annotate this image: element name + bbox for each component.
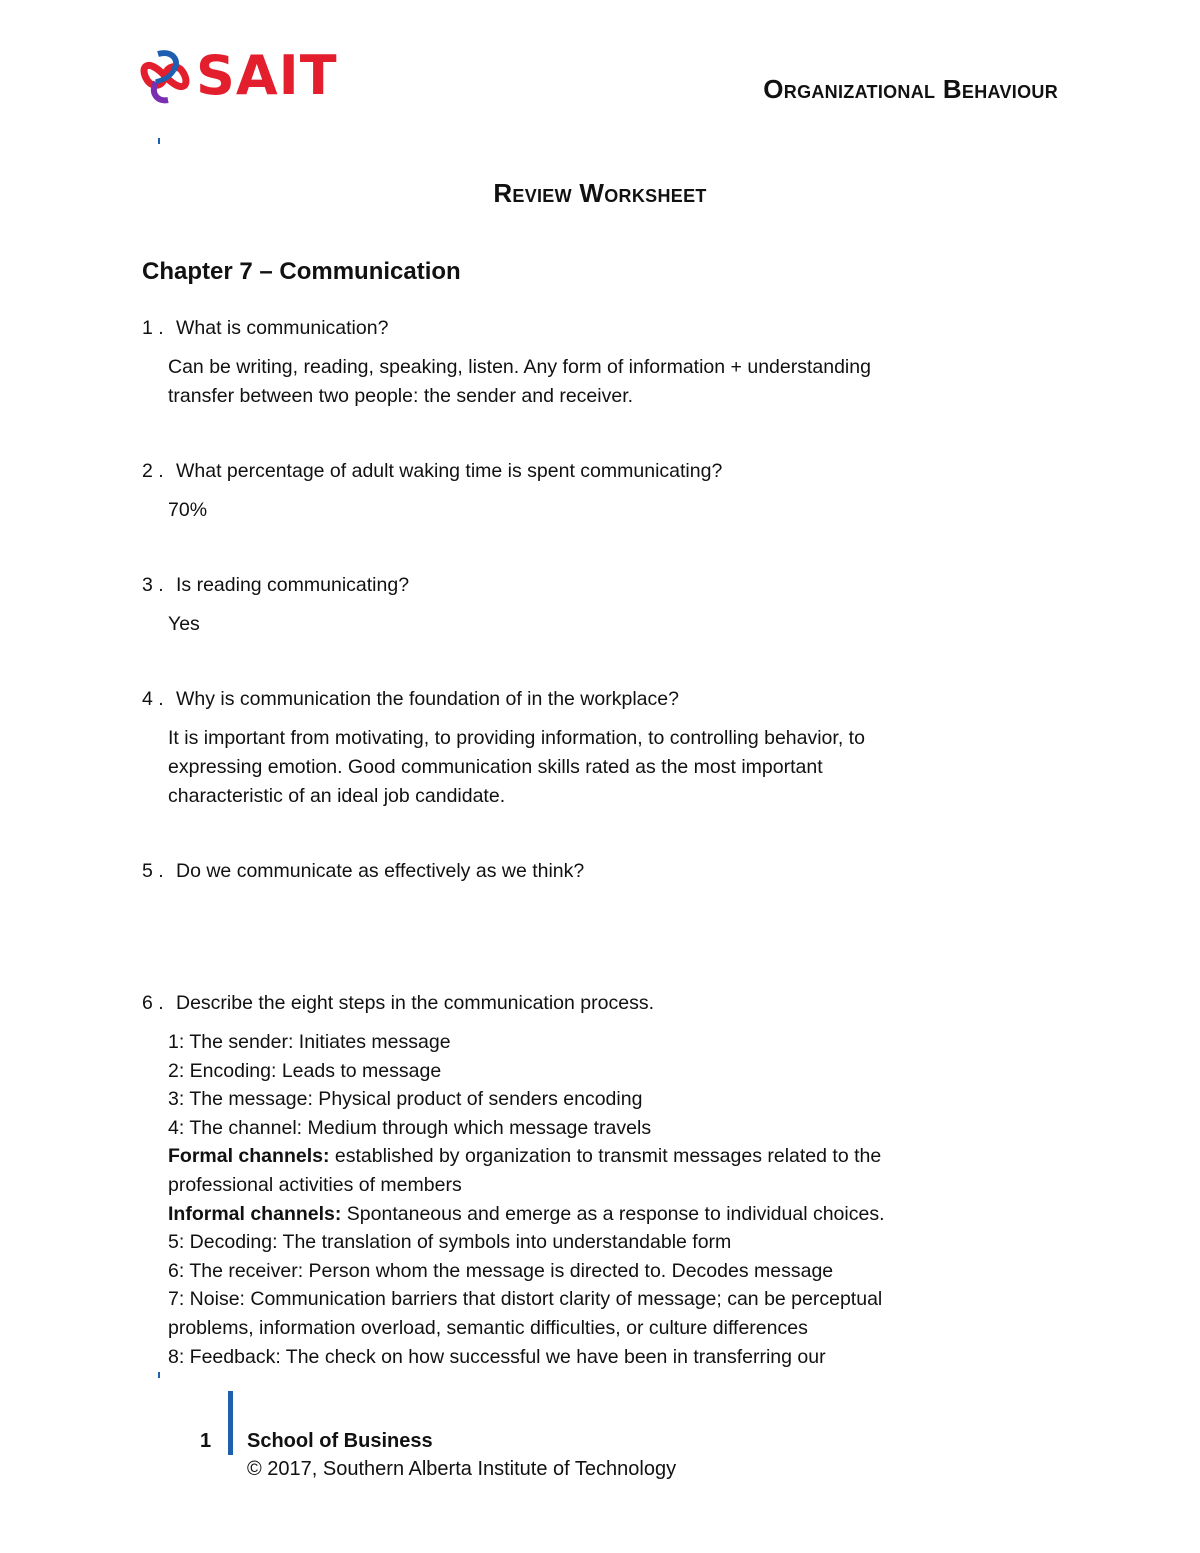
- footer-copyright: © 2017, Southern Alberta Institute of Technology: [247, 1458, 677, 1480]
- answer-line: 70%: [168, 499, 208, 521]
- course-title: Organizational Behaviour: [763, 74, 1058, 104]
- question-text: Why is communication the foundation of in the workplace?: [176, 688, 679, 710]
- question-3: [142, 571, 982, 599]
- informal-channels-label: Informal channels:: [168, 1202, 342, 1225]
- question-2: [142, 457, 982, 485]
- question-text: Is reading communicating?: [176, 574, 410, 596]
- footer-school: School of Business: [247, 1430, 433, 1452]
- footer-divider: [228, 1391, 233, 1455]
- formal-channels-line: [168, 1142, 982, 1171]
- question-6: [142, 989, 982, 1017]
- question-text: Do we communicate as effectively as we think?: [176, 860, 585, 882]
- step-line: 7: Noise: Communication barriers that distort clarity of message; can be perceptual: [168, 1288, 883, 1311]
- question-number: 5 .: [142, 860, 164, 882]
- step-line: problems, information overload, semantic difficulties, or culture differences: [168, 1316, 808, 1339]
- question-1: [142, 314, 982, 342]
- question-number: 3 .: [142, 574, 164, 596]
- step-line: 4: The channel: Medium through which message travels: [168, 1116, 652, 1139]
- question-5: [142, 857, 982, 885]
- logo-text: SAIT: [196, 44, 338, 107]
- answer-2: [142, 496, 982, 525]
- question-number: 1 .: [142, 317, 164, 339]
- question-text: What percentage of adult waking time is spent communicating?: [176, 460, 723, 482]
- answer-3: [142, 610, 982, 639]
- step-line: 1: The sender: Initiates message: [168, 1031, 451, 1053]
- answer-line: It is important from motivating, to providing information, to controlling behavior, to: [168, 727, 865, 749]
- footer-tick-mark: [158, 1372, 160, 1378]
- question-number: 6 .: [142, 992, 164, 1014]
- step-line: 2: Encoding: Leads to message: [168, 1059, 442, 1082]
- answer-line: Yes: [168, 613, 200, 635]
- question-number: 4 .: [142, 688, 164, 710]
- answer-4: [142, 724, 982, 811]
- sait-knot-icon: [138, 46, 192, 106]
- question-4: [142, 685, 982, 713]
- answer-1: [142, 353, 982, 411]
- worksheet-title: Review Worksheet: [493, 178, 707, 208]
- chapter-heading: Chapter 7 – Communication: [142, 258, 461, 285]
- header-tick-mark: [158, 138, 160, 144]
- step-line: 5: Decoding: The translation of symbols into understandable form: [168, 1231, 732, 1254]
- page-number: 1: [200, 1430, 212, 1452]
- answer-line: expressing emotion. Good communication skills rated as the most important: [168, 756, 823, 778]
- formal-channels-label: Formal channels:: [168, 1145, 330, 1168]
- answer-6: [142, 1028, 982, 1371]
- step-line: 6: The receiver: Person whom the message is directed to. Decodes message: [168, 1259, 834, 1282]
- step-line: 8: Feedback: The check on how successful we have been in transferring our: [168, 1345, 826, 1368]
- step-line: professional activities of members: [168, 1173, 462, 1196]
- question-number: 2 .: [142, 460, 164, 482]
- worksheet-content: [142, 314, 982, 1371]
- answer-line: Can be writing, reading, speaking, listen. Any form of information + understanding: [168, 356, 871, 378]
- step-line: 3: The message: Physical product of senders encoding: [168, 1088, 643, 1111]
- informal-channels-line: [168, 1200, 982, 1229]
- sait-logo: [138, 44, 338, 108]
- answer-line: transfer between two people: the sender and receiver.: [168, 385, 634, 407]
- question-text: What is communication?: [176, 317, 389, 339]
- answer-line: characteristic of an ideal job candidate.: [168, 785, 506, 807]
- question-text: Describe the eight steps in the communication process.: [176, 992, 654, 1014]
- formal-channels-text: established by organization to transmit messages related to the: [329, 1145, 882, 1168]
- informal-channels-text: Spontaneous and emerge as a response to individual choices.: [341, 1202, 885, 1225]
